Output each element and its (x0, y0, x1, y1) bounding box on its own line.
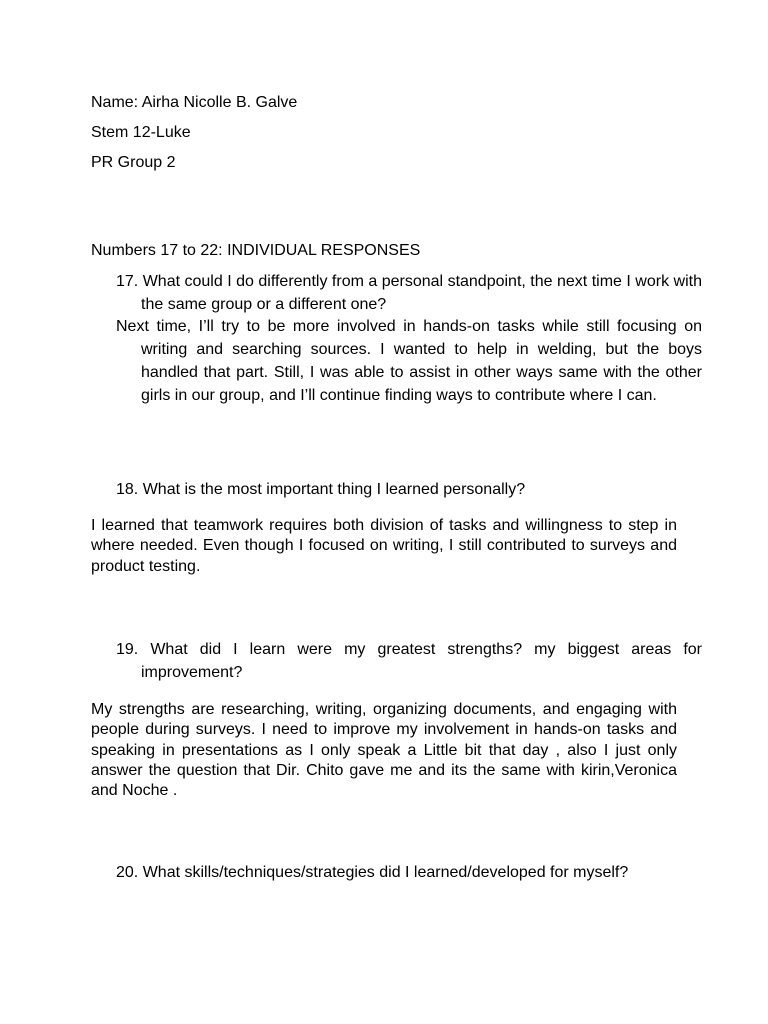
question-19: 19. What did I learn were my greatest strengths? my biggest areas for improvement? (116, 641, 702, 681)
student-name: Name: Airha Nicolle B. Galve (91, 94, 298, 111)
question-20: 20. What skills/techniques/strategies did I learned/developed for myself? (116, 864, 629, 881)
answer-19: My strengths are researching, writing, organizing documents, and engaging with people during surveys. I need to improve my involvement in hands-on tasks and speaking in presentations as I only speak a Little bit that day , also I just only answer the question that Dir. Chito gave me and its the same with kirin,Veronica and Noche . (91, 701, 677, 800)
question-17: 17. What could I do differently from a personal standpoint, the next time I work with the same group or a different one? (116, 273, 702, 313)
answer-17: Next time, I’ll try to be more involved in hands-on tasks while still focusing on writing and searching sources. I wanted to help in welding, but the boys handled that part. Still, I was able to assist in other ways same with the other girls in our group, and I’ll continue finding ways to contribute where I can. (116, 318, 702, 404)
research-group: PR Group 2 (91, 154, 176, 171)
question-18: 18. What is the most important thing I learned personally? (116, 481, 526, 498)
answer-18: I learned that teamwork requires both division of tasks and willingness to step in where needed. Even though I focused on writing, I still contributed to surveys and product testing. (91, 517, 677, 575)
section-heading: Numbers 17 to 22: INDIVIDUAL RESPONSES (91, 242, 421, 259)
student-section: Stem 12-Luke (91, 124, 191, 141)
